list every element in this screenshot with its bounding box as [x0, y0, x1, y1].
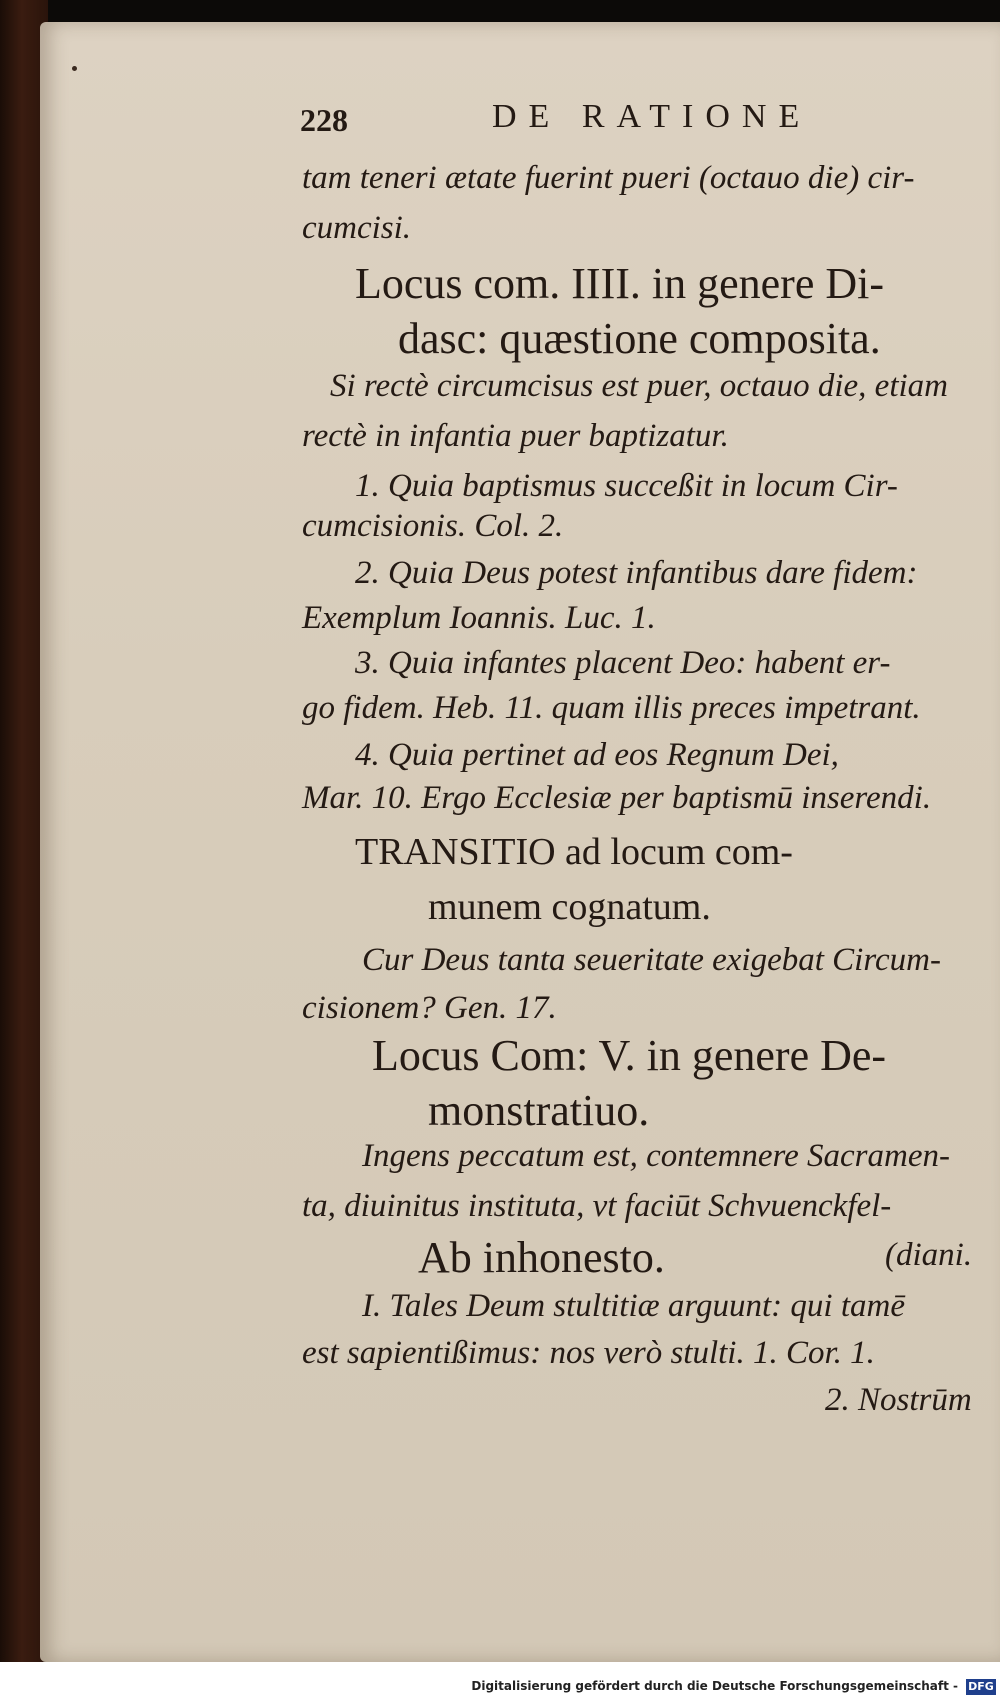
text-line: Si rectè circumcisus est puer, octauo die, etiam: [330, 368, 948, 404]
section-heading: dasc: quæstione composita.: [398, 314, 881, 363]
text-line: Mar. 10. Ergo Ecclesiæ per baptismū inserendi.: [302, 780, 932, 816]
text-line: Cur Deus tanta seueritate exigebat Circum-: [362, 942, 941, 978]
digitization-footer: [0, 1662, 1000, 1707]
section-heading: TRANSITIO ad locum com-: [355, 831, 793, 873]
text-line: go fidem. Heb. 11. quam illis preces impetrant.: [302, 690, 921, 726]
catchword: 2. Nostrūm: [825, 1382, 972, 1418]
text-line: ta, diuinitus instituta, vt faciūt Schvuenckfel-: [302, 1188, 892, 1224]
ink-speck: [72, 66, 77, 71]
text-line: 4. Quia pertinet ad eos Regnum Dei,: [355, 737, 839, 773]
text-line: (diani.: [885, 1237, 973, 1273]
funding-notice: Digitalisierung gefördert durch die Deutsche Forschungsgemeinschaft -: [471, 1679, 958, 1693]
section-heading: munem cognatum.: [428, 886, 711, 928]
text-line: cumcisionis. Col. 2.: [302, 508, 564, 544]
text-line: rectè in infantia puer baptizatur.: [302, 418, 729, 454]
section-heading: Locus com. IIII. in genere Di-: [355, 259, 885, 308]
text-line: I. Tales Deum stultitiæ arguunt: qui tamē: [362, 1288, 905, 1324]
text-line: 1. Quia baptismus succeßit in locum Cir-: [355, 468, 898, 504]
dfg-logo: DFG: [966, 1679, 996, 1695]
text-line: Ingens peccatum est, contemnere Sacramen-: [362, 1138, 950, 1174]
text-line: 3. Quia infantes placent Deo: habent er-: [355, 645, 891, 681]
text-line: 2. Quia Deus potest infantibus dare fidem:: [355, 555, 918, 591]
text-line: tam teneri ætate fuerint pueri (octauo die) cir-: [302, 160, 915, 196]
text-line: cisionem? Gen. 17.: [302, 990, 557, 1026]
text-line: est sapientißimus: nos verò stulti. 1. Cor. 1.: [302, 1335, 875, 1371]
page-number: 228: [300, 102, 348, 138]
section-heading: monstratiuo.: [428, 1086, 650, 1135]
running-title: DE RATIONE: [492, 98, 812, 135]
text-line: Exemplum Ioannis. Luc. 1.: [302, 600, 656, 636]
section-heading: Locus Com: V. in genere De-: [372, 1031, 887, 1080]
section-heading: Ab inhonesto.: [418, 1233, 665, 1282]
text-line: cumcisi.: [302, 210, 412, 246]
